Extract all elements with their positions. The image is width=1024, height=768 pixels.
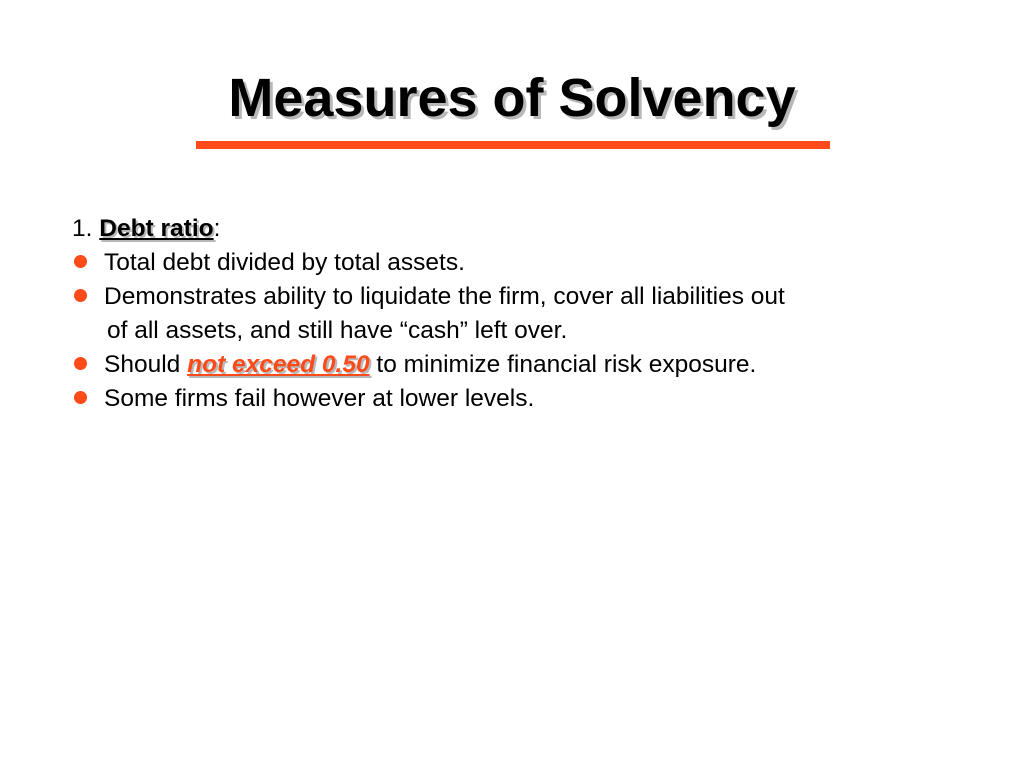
bullet-dot-icon bbox=[74, 255, 87, 268]
item-number: 1. bbox=[72, 215, 93, 242]
bullet-continuation-text: of all assets, and still have “cash” left over. bbox=[107, 317, 568, 344]
bullet-text: Some firms fail however at lower levels. bbox=[104, 385, 535, 412]
term-colon: : bbox=[213, 215, 221, 242]
bullet-text-prefix: Should bbox=[104, 351, 188, 378]
bullet-item bbox=[72, 246, 972, 280]
bullet-text: Total debt divided by total assets. bbox=[104, 249, 465, 276]
slide-body bbox=[72, 212, 972, 416]
bullet-item bbox=[72, 280, 972, 314]
debt-ratio-threshold-emphasis: not exceed 0.50 bbox=[187, 351, 370, 378]
title-underline-rule bbox=[196, 141, 830, 149]
slide-title: Measures of Solvency bbox=[228, 68, 796, 128]
bullet-text-suffix: to minimize financial risk exposure. bbox=[369, 351, 757, 378]
numbered-item-debt-ratio bbox=[72, 212, 972, 246]
bullet-item bbox=[72, 382, 972, 416]
bullet-text: Demonstrates ability to liquidate the firm, cover all liabilities out bbox=[104, 283, 785, 310]
bullet-continuation bbox=[72, 314, 972, 348]
bullet-dot-icon bbox=[74, 391, 87, 404]
debt-ratio-term: Debt ratio bbox=[99, 215, 214, 242]
bullet-dot-icon bbox=[74, 357, 87, 370]
bullet-item bbox=[72, 348, 972, 382]
bullet-dot-icon bbox=[74, 289, 87, 302]
